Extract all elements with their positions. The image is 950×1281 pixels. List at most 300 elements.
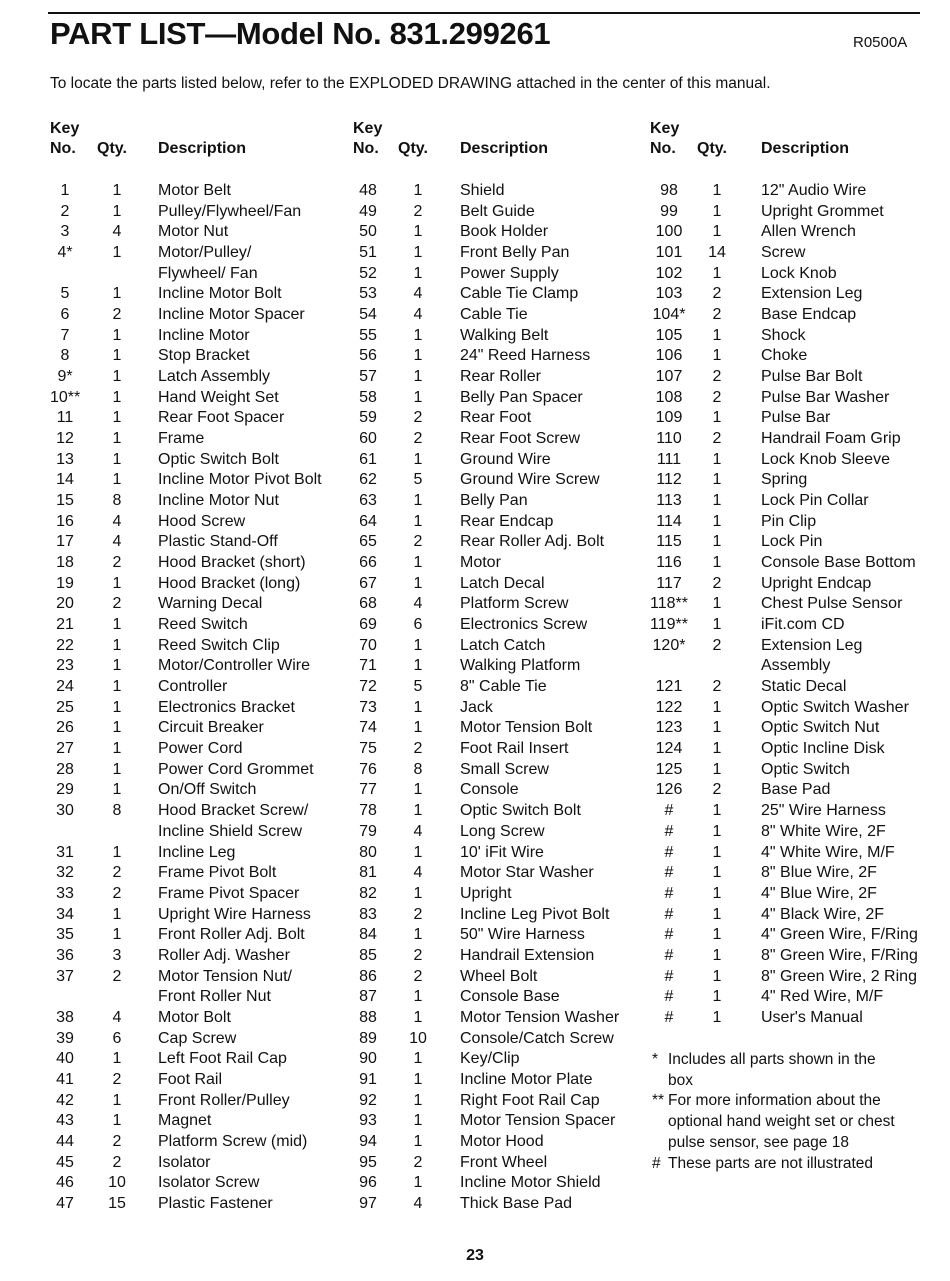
part-row	[650, 739, 940, 760]
qty: 1	[112, 740, 122, 758]
description: 25" Wire Harness	[761, 802, 886, 820]
key-no: 73	[359, 698, 377, 716]
part-row	[353, 1153, 643, 1174]
qty: 1	[712, 326, 722, 344]
key-no: 98	[660, 182, 678, 199]
part-row	[50, 202, 340, 223]
key-no: #	[664, 843, 674, 861]
qty: 1	[712, 264, 722, 282]
qty: 1	[413, 223, 423, 241]
key-no: 85	[359, 946, 377, 964]
part-row	[353, 284, 643, 305]
key-no: 25	[56, 698, 74, 716]
qty: 1	[413, 388, 423, 406]
footnotes	[652, 1050, 895, 1174]
key-header-top: Key	[650, 120, 680, 137]
key-no: 28	[56, 760, 74, 778]
qty: 8	[112, 802, 122, 820]
qty: 1	[712, 202, 722, 220]
part-row	[353, 491, 643, 512]
qty: 1	[112, 678, 122, 696]
description: iFit.com CD	[761, 616, 845, 634]
qty: 1	[712, 182, 722, 199]
qty: 4	[413, 285, 423, 303]
part-row	[650, 429, 940, 450]
description: Hood Bracket (long)	[158, 574, 301, 592]
qty: 1	[112, 326, 122, 344]
qty: 1	[413, 492, 423, 510]
qty: 2	[712, 306, 722, 324]
qty: 1	[712, 967, 722, 985]
description: Thick Base Pad	[460, 1194, 573, 1212]
part-row	[353, 202, 643, 223]
key-no: 2	[60, 202, 70, 220]
description: Optic Incline Disk	[761, 740, 885, 758]
qty: 1	[413, 884, 423, 902]
description: Motor Tension Spacer	[460, 1112, 616, 1130]
description: Front Wheel	[460, 1153, 548, 1171]
qty: 2	[413, 409, 423, 427]
qty: 2	[112, 1153, 122, 1171]
description: Power Cord	[158, 740, 243, 758]
key-no: 59	[359, 409, 377, 427]
description: Lock Knob	[761, 264, 837, 282]
key-no: 92	[359, 1091, 377, 1109]
key-no: 56	[359, 347, 377, 365]
key-no: 102	[655, 264, 683, 282]
part-row	[353, 243, 643, 264]
part-row	[50, 326, 340, 347]
key-no: 88	[359, 1008, 377, 1026]
part-row	[353, 925, 643, 946]
description: 8" Green Wire, 2 Ring	[761, 967, 917, 985]
part-row	[353, 1194, 643, 1215]
part-row	[353, 429, 643, 450]
part-row	[650, 656, 940, 677]
qty: 1	[413, 1070, 423, 1088]
part-row	[353, 905, 643, 926]
description: Lock Pin	[761, 533, 823, 551]
description: Incline Motor Nut	[158, 492, 279, 510]
key-no: 47	[56, 1194, 74, 1212]
part-row	[50, 512, 340, 533]
footnote	[652, 1154, 895, 1175]
part-row	[50, 1029, 340, 1050]
qty: 1	[112, 285, 122, 303]
key-no: 125	[655, 760, 683, 778]
qty: 1	[413, 781, 423, 799]
part-row	[50, 470, 340, 491]
part-row	[50, 925, 340, 946]
part-row	[50, 284, 340, 305]
qty: 1	[712, 946, 722, 964]
key-no: 60	[359, 430, 377, 448]
key-no: 19	[56, 574, 74, 592]
key-header-top: Key	[353, 120, 383, 137]
qty: 4	[112, 533, 122, 551]
key-no: 23	[56, 657, 74, 675]
qty: 2	[112, 1070, 122, 1088]
qty: 1	[413, 182, 423, 199]
key-no: 113	[656, 492, 682, 510]
description: Motor	[460, 554, 501, 572]
key-no: 5	[60, 285, 70, 303]
description: Optic Switch Bolt	[158, 450, 279, 468]
qty: 5	[413, 678, 423, 696]
qty: 1	[413, 1132, 423, 1150]
part-row	[353, 408, 643, 429]
part-row	[650, 884, 940, 905]
key-no: 54	[359, 306, 377, 324]
description: Rear Foot	[460, 409, 532, 427]
part-row	[353, 532, 643, 553]
part-row	[353, 946, 643, 967]
description: Platform Screw	[460, 595, 569, 613]
description: Isolator Screw	[158, 1174, 260, 1192]
qty: 1	[413, 988, 423, 1006]
key-no: 51	[359, 244, 377, 262]
key-no: 20	[56, 595, 74, 613]
part-row	[353, 512, 643, 533]
key-no: 4*	[57, 244, 73, 262]
key-header: No.	[650, 140, 676, 157]
key-header-top: Key	[50, 120, 80, 137]
description: Frame Pivot Bolt	[158, 864, 277, 882]
part-row	[650, 512, 940, 533]
qty: 1	[712, 450, 722, 468]
part-row	[650, 843, 940, 864]
part-row	[650, 326, 940, 347]
footnote-line: box	[668, 1071, 693, 1089]
key-no: 16	[56, 512, 74, 530]
key-no: 109	[655, 409, 683, 427]
part-row	[353, 1173, 643, 1194]
qty: 1	[413, 1008, 423, 1026]
description: Pulse Bar Bolt	[761, 368, 863, 386]
description: Reed Switch Clip	[158, 636, 280, 654]
description: Right Foot Rail Cap	[460, 1091, 600, 1109]
qty: 2	[712, 781, 722, 799]
key-no: 107	[655, 368, 683, 386]
description: Upright Endcap	[761, 574, 872, 592]
part-row	[650, 946, 940, 967]
key-no: 108	[655, 388, 683, 406]
qty: 1	[112, 1050, 122, 1068]
qty: 1	[712, 843, 722, 861]
qty: 1	[413, 1174, 423, 1192]
qty: 1	[712, 822, 722, 840]
qty: 2	[712, 388, 722, 406]
key-no: 72	[359, 678, 377, 696]
key-no: 15	[56, 492, 74, 510]
key-no: 89	[359, 1029, 377, 1047]
part-row	[353, 843, 643, 864]
document-code: R0500A	[853, 34, 908, 51]
qty-header: Qty.	[697, 140, 727, 157]
qty: 1	[112, 719, 122, 737]
key-no: 110	[656, 430, 682, 448]
description: Choke	[761, 347, 808, 365]
description: Rear Roller Adj. Bolt	[460, 533, 605, 551]
part-row	[50, 532, 340, 553]
key-no: 71	[359, 657, 377, 675]
key-header: No.	[50, 140, 76, 157]
key-no: 29	[56, 781, 74, 799]
key-no: 21	[56, 616, 74, 634]
part-row	[650, 346, 940, 367]
qty: 1	[712, 347, 722, 365]
part-row	[650, 222, 940, 243]
description: Front Belly Pan	[460, 244, 570, 262]
qty: 1	[413, 698, 423, 716]
qty: 8	[112, 492, 122, 510]
qty: 2	[413, 905, 423, 923]
description: Hood Screw	[158, 512, 246, 530]
qty: 1	[112, 450, 122, 468]
description: Warning Decal	[158, 595, 263, 613]
part-row	[353, 884, 643, 905]
part-row	[50, 843, 340, 864]
key-no: 64	[359, 512, 377, 530]
part-row	[353, 636, 643, 657]
description: Console Base	[460, 988, 560, 1006]
description: Walking Belt	[460, 326, 549, 344]
description: 12" Audio Wire	[761, 182, 867, 199]
part-row	[50, 181, 340, 202]
description: Latch Decal	[460, 574, 545, 592]
part-row	[650, 553, 940, 574]
key-no: 33	[56, 884, 74, 902]
part-row	[353, 739, 643, 760]
description: Optic Switch Washer	[761, 698, 909, 716]
qty: 1	[112, 202, 122, 220]
key-no: 36	[56, 946, 74, 964]
part-row	[650, 243, 940, 264]
key-no: 91	[359, 1070, 377, 1088]
qty: 1	[112, 843, 122, 861]
qty: 1	[712, 926, 722, 944]
description: Hand Weight Set	[158, 388, 279, 406]
part-row	[650, 264, 940, 285]
description: Latch Catch	[460, 636, 546, 654]
description: Ground Wire	[460, 450, 551, 468]
part-row	[353, 1029, 643, 1050]
description: Assembly	[761, 657, 831, 675]
key-no: 32	[56, 864, 74, 882]
qty: 2	[112, 306, 122, 324]
footnote-line: optional hand weight set or chest	[668, 1113, 895, 1131]
description: Incline Leg	[158, 843, 236, 861]
key-no: 93	[359, 1112, 377, 1130]
key-no: 38	[56, 1008, 74, 1026]
key-no: 114	[656, 512, 682, 530]
key-no: 50	[359, 223, 377, 241]
qty: 1	[712, 554, 722, 572]
key-no: 40	[56, 1050, 74, 1068]
description: Pin Clip	[761, 512, 817, 530]
key-no: 90	[359, 1050, 377, 1068]
part-row	[50, 739, 340, 760]
description: Motor Star Washer	[460, 864, 594, 882]
part-row	[50, 636, 340, 657]
part-row	[50, 863, 340, 884]
qty: 1	[712, 802, 722, 820]
description: Static Decal	[761, 678, 847, 696]
qty: 2	[712, 368, 722, 386]
part-row	[353, 470, 643, 491]
part-row	[50, 222, 340, 243]
key-no: 97	[359, 1194, 377, 1212]
qty: 2	[413, 533, 423, 551]
description: Book Holder	[460, 223, 549, 241]
key-no: 57	[359, 368, 377, 386]
key-no: 94	[359, 1132, 377, 1150]
part-row	[50, 1173, 340, 1194]
key-no: 78	[359, 802, 377, 820]
part-row	[650, 532, 940, 553]
key-no: 118**	[650, 595, 688, 613]
key-no: 10**	[50, 388, 81, 406]
top-rule	[48, 12, 920, 14]
part-row	[50, 1153, 340, 1174]
qty: 4	[413, 306, 423, 324]
key-no: 87	[359, 988, 377, 1006]
key-no: 58	[359, 388, 377, 406]
part-row	[353, 574, 643, 595]
qty: 1	[413, 719, 423, 737]
description: Console	[460, 781, 519, 799]
part-row	[353, 698, 643, 719]
qty: 1	[112, 905, 122, 923]
part-row	[353, 822, 643, 843]
key-no: 95	[359, 1153, 377, 1171]
description: 24" Reed Harness	[460, 347, 591, 365]
footnote	[652, 1050, 895, 1091]
key-no: 100	[655, 223, 683, 241]
key-no: 45	[56, 1153, 74, 1171]
parts-rows	[650, 181, 940, 1029]
part-row	[650, 905, 940, 926]
description: Extension Leg	[761, 285, 863, 303]
parts-rows	[353, 181, 643, 1215]
key-no: 41	[56, 1070, 74, 1088]
part-row	[50, 967, 340, 988]
qty: 1	[413, 450, 423, 468]
qty: 2	[112, 864, 122, 882]
description: User's Manual	[761, 1008, 863, 1026]
description: Motor Hood	[460, 1132, 544, 1150]
description-header: Description	[460, 140, 549, 157]
description: Incline Motor	[158, 326, 250, 344]
key-no: 18	[56, 554, 74, 572]
part-row	[650, 925, 940, 946]
qty: 1	[112, 388, 122, 406]
description: Motor Tension Washer	[460, 1008, 620, 1026]
part-row	[353, 1008, 643, 1029]
description: Left Foot Rail Cap	[158, 1050, 287, 1068]
description: Cap Screw	[158, 1029, 237, 1047]
key-no: 46	[56, 1174, 74, 1192]
qty: 2	[413, 430, 423, 448]
part-row	[50, 553, 340, 574]
qty: 1	[712, 698, 722, 716]
qty: 1	[712, 223, 722, 241]
part-row	[50, 1194, 340, 1215]
description: Upright Wire Harness	[158, 905, 311, 923]
description: Wheel Bolt	[460, 967, 538, 985]
description: Optic Switch Bolt	[460, 802, 581, 820]
qty: 1	[413, 1091, 423, 1109]
key-no: 80	[359, 843, 377, 861]
part-row	[353, 801, 643, 822]
description: Circuit Breaker	[158, 719, 264, 737]
part-row	[650, 284, 940, 305]
description: Hood Bracket (short)	[158, 554, 306, 572]
part-row	[353, 594, 643, 615]
description: Power Cord Grommet	[158, 760, 314, 778]
description: Incline Motor Plate	[460, 1070, 593, 1088]
qty: 1	[413, 1112, 423, 1130]
footnote-mark: **	[652, 1092, 665, 1110]
key-no: 8	[60, 347, 70, 365]
key-no: 101	[655, 244, 683, 262]
key-no: 44	[56, 1132, 74, 1150]
description: Motor Bolt	[158, 1008, 231, 1026]
part-row	[50, 429, 340, 450]
part-row	[50, 1132, 340, 1153]
part-row	[353, 450, 643, 471]
qty: 2	[712, 636, 722, 654]
key-no: 86	[359, 967, 377, 985]
description: 4" Red Wire, M/F	[761, 988, 884, 1006]
part-row	[650, 388, 940, 409]
part-row	[353, 1049, 643, 1070]
part-row	[353, 367, 643, 388]
description: Belt Guide	[460, 202, 535, 220]
key-no: 75	[359, 740, 377, 758]
qty: 1	[413, 843, 423, 861]
qty: 1	[112, 616, 122, 634]
key-no: 62	[359, 471, 377, 489]
key-no: 82	[359, 884, 377, 902]
description: Pulley/Flywheel/Fan	[158, 202, 302, 220]
qty: 2	[712, 430, 722, 448]
key-no: 9*	[57, 368, 73, 386]
qty: 1	[413, 347, 423, 365]
part-row	[50, 780, 340, 801]
qty: 2	[413, 1153, 423, 1171]
description: Motor Nut	[158, 223, 229, 241]
part-row	[353, 987, 643, 1008]
key-no: 83	[359, 905, 377, 923]
key-no: 111	[656, 450, 682, 468]
part-row	[650, 967, 940, 988]
qty: 1	[413, 657, 423, 675]
part-row	[50, 574, 340, 595]
key-no: #	[664, 864, 674, 882]
description: Incline Leg Pivot Bolt	[460, 905, 610, 923]
description: Frame	[158, 430, 205, 448]
part-row	[50, 408, 340, 429]
qty: 1	[413, 636, 423, 654]
description: Front Roller Nut	[158, 988, 271, 1006]
part-row	[650, 574, 940, 595]
qty: 4	[413, 822, 423, 840]
description: Lock Pin Collar	[761, 492, 869, 510]
qty: 6	[112, 1029, 122, 1047]
qty: 2	[112, 554, 122, 572]
part-row	[353, 181, 643, 202]
